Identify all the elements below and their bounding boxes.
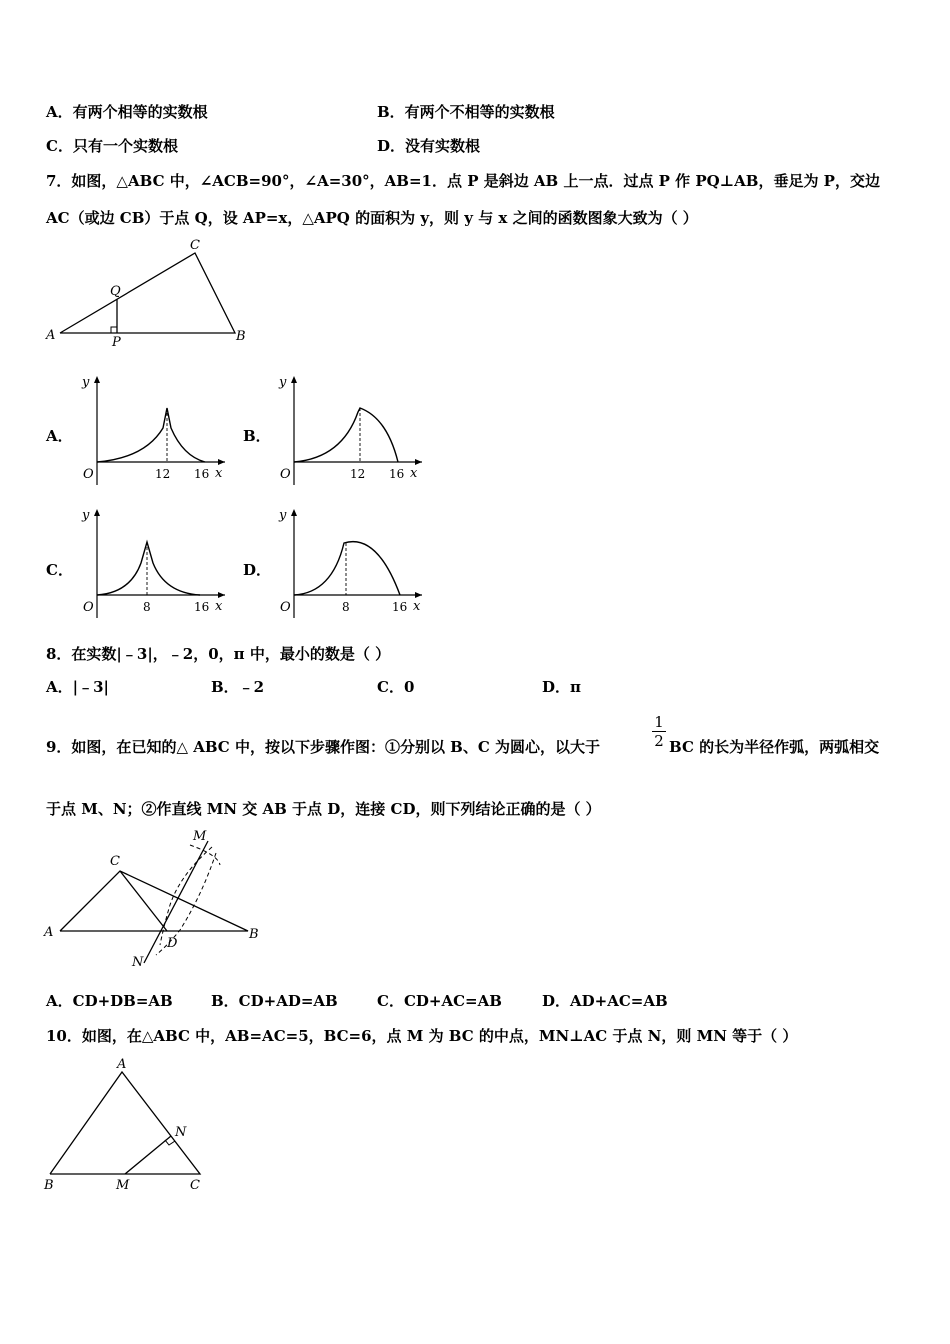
q9-option-c: C．CD+AC=AB	[377, 992, 502, 1010]
q8-option-a: A．|﹣3|	[46, 678, 109, 696]
graph-d-y-label: y	[279, 508, 287, 523]
graph-b-tick-12: 12	[350, 467, 366, 481]
q9-option-a: A．CD+DB=AB	[46, 992, 173, 1010]
q7-graph-c	[75, 503, 230, 623]
q7-option-b-label: B．	[243, 427, 271, 445]
q7-graph-d	[272, 503, 427, 623]
q9-label-n: N	[132, 955, 144, 970]
q6-option-b: B．有两个不相等的实数根	[377, 103, 555, 121]
q7-option-c-label: C．	[46, 561, 73, 579]
q7-option-a-label: A．	[46, 427, 73, 445]
graph-b-x-label: x	[410, 466, 418, 481]
q9-label-a: A	[44, 925, 54, 940]
q7-label-q: Q	[110, 284, 121, 299]
graph-d-tick-16: 16	[392, 600, 408, 614]
q9-label-d: D	[167, 936, 178, 951]
q7-graph-b	[272, 370, 427, 490]
q7-label-b: B	[236, 329, 246, 344]
graph-c-x-label: x	[215, 599, 223, 614]
q10-triangle-figure	[40, 1052, 220, 1197]
q8-option-d: D．π	[542, 678, 581, 696]
q7-label-c: C	[190, 238, 200, 253]
q9-stem-line1-pre: 9．如图，在已知的△ ABC 中，按以下步骤作图：①分别以 B、C 为圆心，以大于	[46, 738, 601, 756]
graph-b-tick-16: 16	[389, 467, 405, 481]
q8-option-c: C．0	[377, 678, 415, 696]
q7-label-p: P	[112, 335, 121, 350]
graph-b-origin: O	[280, 467, 291, 482]
q9-label-c: C	[110, 854, 120, 869]
q9-triangle-figure	[40, 825, 270, 975]
graph-a-tick-12: 12	[155, 467, 171, 481]
graph-c-tick-16: 16	[194, 600, 210, 614]
graph-d-x-label: x	[413, 599, 421, 614]
q8-stem: 8．在实数|﹣3|，﹣2，0，π 中，最小的数是（ ）	[46, 645, 391, 663]
graph-a-x-label: x	[215, 466, 223, 481]
q9-fraction-denominator: 2	[654, 732, 664, 750]
q6-option-a: A．有两个相等的实数根	[46, 103, 208, 121]
graph-d-tick-8: 8	[342, 600, 350, 614]
q7-label-a: A	[46, 328, 56, 343]
q7-stem-line1: 7．如图，△ABC 中，∠ACB=90°，∠A=30°，AB=1．点 P 是斜边 AB 上一点．过点 P 作 PQ⊥AB，垂足为 P，交边	[46, 172, 880, 190]
q7-graph-a	[75, 370, 230, 490]
q7-stem-line2: AC（或边 CB）于点 Q，设 AP=x，△APQ 的面积为 y，则 y 与 x 之间的函数图象大致为（ ）	[46, 209, 698, 227]
graph-c-tick-8: 8	[143, 600, 151, 614]
q10-label-c: C	[190, 1178, 200, 1193]
graph-d-origin: O	[280, 600, 291, 615]
q6-option-d: D．没有实数根	[377, 137, 481, 155]
q9-option-d: D．AD+AC=AB	[542, 992, 668, 1010]
q9-fraction	[652, 713, 666, 750]
q7-triangle-figure	[40, 235, 250, 350]
q9-stem-line1-post: BC 的长为半径作弧，两弧相交	[669, 738, 880, 756]
graph-b-y-label: y	[279, 375, 287, 390]
q10-label-m: M	[116, 1178, 130, 1193]
q9-option-b: B．CD+AD=AB	[211, 992, 338, 1010]
q9-label-m: M	[193, 829, 207, 844]
q9-fraction-numerator: 1	[652, 713, 666, 732]
q9-stem-line2: 于点 M、N；②作直线 MN 交 AB 于点 D，连接 CD，则下列结论正确的是（ ）	[46, 800, 601, 818]
graph-a-y-label: y	[82, 375, 90, 390]
q7-option-d-label: D．	[243, 561, 272, 579]
graph-a-origin: O	[83, 467, 94, 482]
q6-option-c: C．只有一个实数根	[46, 137, 178, 155]
graph-c-y-label: y	[82, 508, 90, 523]
q9-label-b: B	[249, 927, 259, 942]
q10-stem: 10．如图，在△ABC 中，AB=AC=5，BC=6，点 M 为 BC 的中点，MN⊥AC 于点 N，则 MN 等于（ ）	[46, 1027, 798, 1045]
q10-label-b: B	[44, 1178, 54, 1193]
q8-option-b: B．﹣2	[211, 678, 265, 696]
graph-a-tick-16: 16	[194, 467, 210, 481]
q10-label-n: N	[175, 1125, 187, 1140]
graph-c-origin: O	[83, 600, 94, 615]
q10-label-a: A	[117, 1057, 127, 1072]
